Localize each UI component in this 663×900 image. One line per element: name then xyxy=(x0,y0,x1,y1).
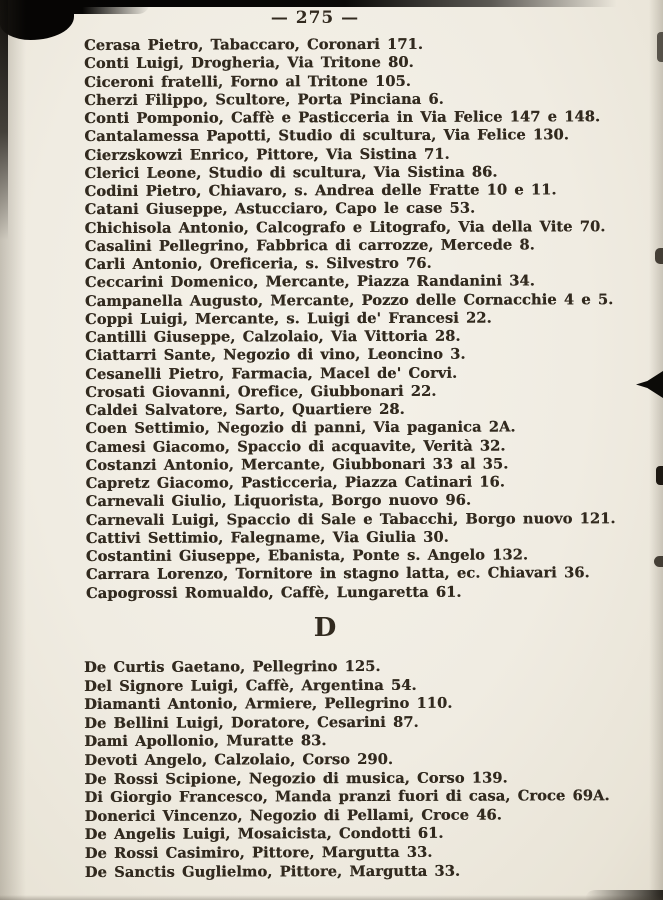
directory-entry: Campanella Augusto, Mercante, Pozzo delle Cornacchie 4 e 5. xyxy=(84,290,614,310)
directory-section-c xyxy=(84,35,655,603)
directory-entry: Cattivi Settimio, Falegname, Via Giulia 30. xyxy=(85,528,449,547)
directory-entry: Cierzskowzi Enrico, Pittore, Via Sistina 71. xyxy=(84,145,450,164)
directory-entry: Cantilli Giuseppe, Calzolaio, Via Vittoria 28. xyxy=(85,327,461,346)
directory-entry: Cherzi Filippo, Scultore, Porta Pinciana 6. xyxy=(84,90,444,109)
directory-entry: De Rossi Scipione, Negozio di musica, Corso 139. xyxy=(84,769,508,788)
directory-entry: Di Giorgio Francesco, Manda pranzi fuori di casa, Croce 69A. xyxy=(84,787,610,807)
directory-entry: Camesi Giacomo, Spaccio di acquavite, Verità 32. xyxy=(85,437,506,456)
directory-entry: Costanzi Antonio, Mercante, Giubbonari 33 al 35. xyxy=(85,455,509,474)
directory-entry: Donerici Vincenzo, Negozio di Pellami, Croce 46. xyxy=(84,806,502,825)
scan-edge-left xyxy=(0,0,8,240)
scan-mark-right-1 xyxy=(657,32,663,62)
directory-entry: De Sanctis Guglielmo, Pittore, Margutta 33. xyxy=(84,862,461,881)
directory-entry: De Bellini Luigi, Doratore, Cesarini 87. xyxy=(84,713,419,732)
scan-shade-bottom xyxy=(0,895,663,900)
directory-entry: Carnevali Luigi, Spaccio di Sale e Tabacchi, Borgo nuovo 121. xyxy=(85,509,616,529)
directory-entry: Coppi Luigi, Mercante, s. Luigi de' Francesi 22. xyxy=(84,309,492,328)
directory-entry: Carli Antonio, Oreficeria, s. Silvestro 76. xyxy=(84,254,432,273)
directory-entry: De Rossi Casimiro, Pittore, Margutta 33. xyxy=(84,843,433,862)
section-letter-d: D xyxy=(313,613,337,643)
directory-entry: Conti Pomponio, Caffè e Pasticceria in Via Felice 147 e 148. xyxy=(84,108,601,127)
directory-entry: Cesanelli Pietro, Farmacia, Macel de' Corvi. xyxy=(85,364,458,383)
scan-mark-right-3 xyxy=(656,466,663,485)
directory-entry: Ciattarri Sante, Negozio di vino, Leoncino 3. xyxy=(85,345,466,365)
scan-smudge-bottom-right xyxy=(585,890,663,900)
directory-entry: Casalini Pellegrino, Fabbrica di carrozze, Mercede 8. xyxy=(84,236,535,255)
directory-entry: Clerici Leone, Studio di scultura, Via Sistina 86. xyxy=(84,163,498,182)
directory-entry: Catani Giuseppe, Astucciaro, Capo le case 53. xyxy=(84,199,476,219)
directory-entry: Codini Pietro, Chiavaro, s. Andrea delle Fratte 10 e 11. xyxy=(84,181,557,200)
directory-entry: Devoti Angelo, Calzolaio, Corso 290. xyxy=(84,750,394,769)
directory-entry: Costantini Giuseppe, Ebanista, Ponte s. Angelo 132. xyxy=(85,546,529,565)
directory-entry: Conti Luigi, Drogheria, Via Tritone 80. xyxy=(84,54,414,73)
scan-edge-top xyxy=(0,0,663,7)
directory-entry: Coen Settimio, Negozio di panni, Via paganica 2A. xyxy=(85,418,516,438)
directory-entry: Capogrossi Romualdo, Caffè, Lungaretta 61. xyxy=(85,583,462,602)
directory-entry: Capretz Giacomo, Pasticceria, Piazza Catinari 16. xyxy=(85,473,505,492)
directory-entry: Del Signore Luigi, Caffè, Argentina 54. xyxy=(84,676,417,695)
directory-entry: Carnevali Giulio, Liquorista, Borgo nuovo 96. xyxy=(85,491,472,511)
scan-mark-right-4 xyxy=(654,556,663,567)
directory-entry: Cantalamessa Papotti, Studio di scultura, Via Felice 130. xyxy=(84,126,569,146)
page-number: — 275 — xyxy=(270,8,360,28)
directory-entry: Diamanti Antonio, Armiere, Pellegrino 110. xyxy=(84,694,453,714)
directory-entry: Carrara Lorenzo, Tornitore in stagno latta, ec. Chiavari 36. xyxy=(85,564,590,584)
directory-section-d xyxy=(84,657,654,882)
directory-entry: Caldei Salvatore, Sarto, Quartiere 28. xyxy=(85,400,405,419)
scan-mark-right-2 xyxy=(655,248,663,264)
scan-shade-left xyxy=(0,0,26,900)
directory-entry: Dami Apollonio, Muratte 83. xyxy=(84,732,327,751)
directory-entry: Ciceroni fratelli, Forno al Tritone 105. xyxy=(84,72,411,91)
directory-entry: Cerasa Pietro, Tabaccaro, Coronari 171. xyxy=(84,35,423,54)
directory-entry: De Angelis Luigi, Mosaicista, Condotti 61. xyxy=(84,825,444,844)
directory-entry: De Curtis Gaetano, Pellegrino 125. xyxy=(84,657,381,676)
directory-entry: Chichisola Antonio, Calcografo e Litografo, Via della Vite 70. xyxy=(84,217,606,237)
directory-entry: Crosati Giovanni, Orefice, Giubbonari 22. xyxy=(85,382,437,401)
directory-entry: Ceccarini Domenico, Mercante, Piazza Randanini 34. xyxy=(84,272,535,292)
